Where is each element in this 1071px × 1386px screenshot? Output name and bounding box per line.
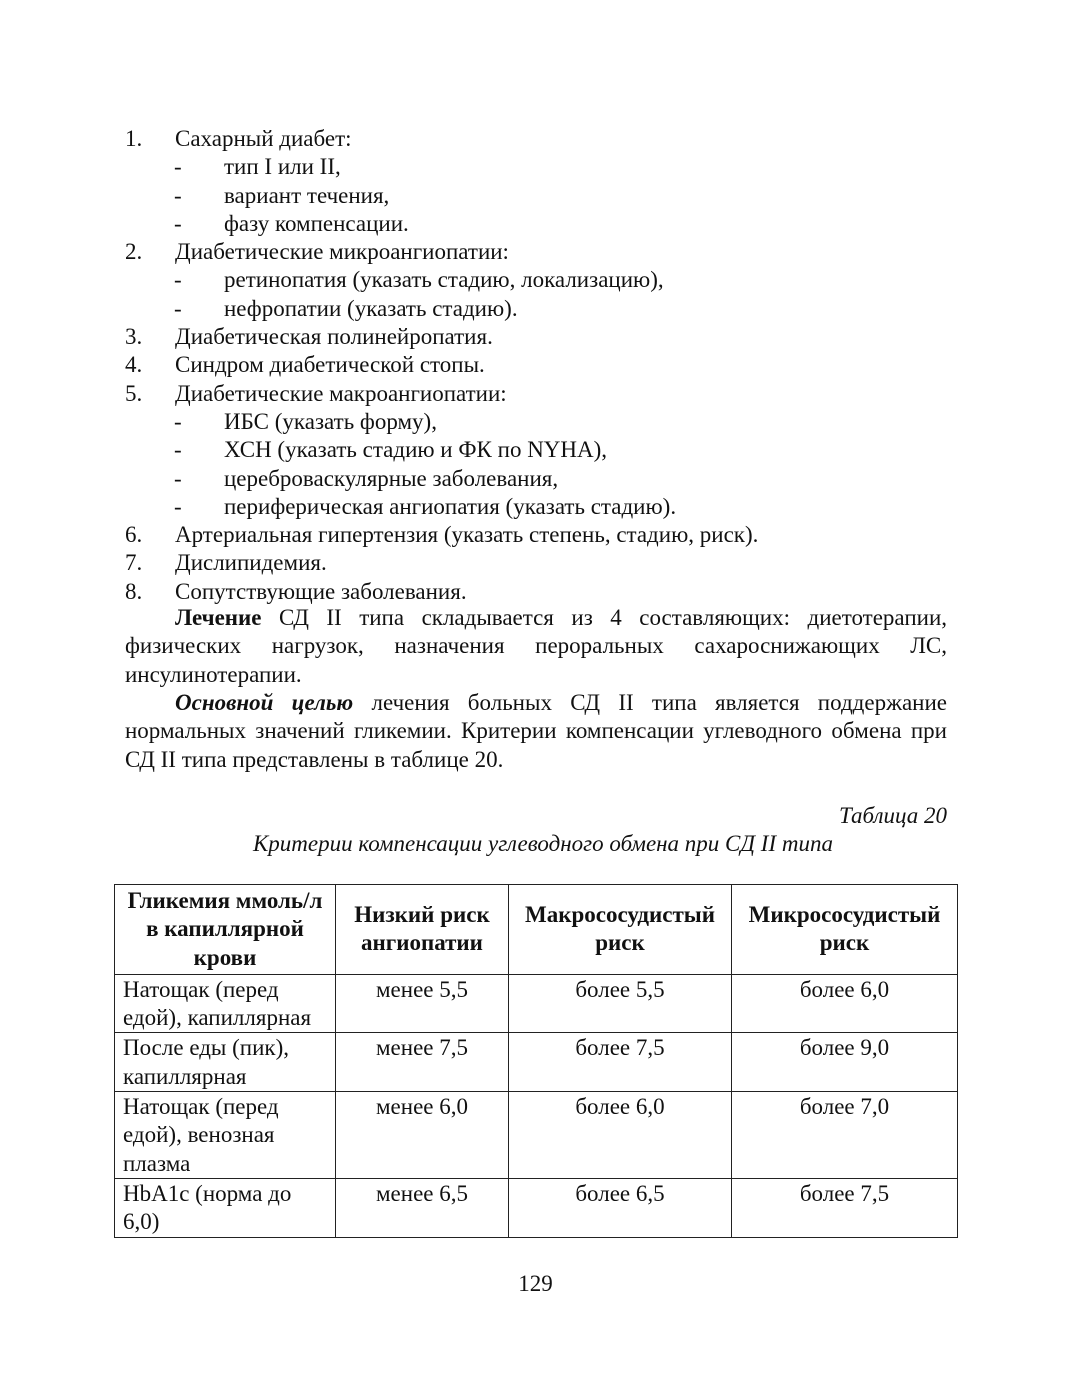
dash-marker: - (174, 154, 182, 180)
sub-item-text: цереброваскулярные заболевания, (224, 465, 559, 491)
table-cell: менее 7,5 (336, 1033, 509, 1092)
list-item-number: 6. (125, 522, 143, 548)
table-row (115, 1092, 958, 1179)
list-item-text: Диабетические макроангиопатии: (175, 380, 507, 406)
list-item-text: Сахарный диабет: (175, 126, 352, 151)
list-item (125, 238, 955, 266)
sub-item-text: вариант течения, (224, 182, 390, 208)
table-cell: менее 6,0 (336, 1092, 509, 1179)
table-cell: HbA1c (норма до 6,0) (115, 1178, 336, 1237)
goal-text: лечения больных СД II типа является поддержание нормальных значений гликемии. Критерии компенсации углеводного обмена при СД II типа представлены в таблице 20. (125, 690, 947, 772)
list-item (125, 549, 955, 577)
sub-item-text: тип I или II, (224, 154, 341, 180)
column-header: Гликемия ммоль/л в капиллярной крови (115, 885, 336, 975)
criteria-table (114, 884, 958, 1238)
list-item-text: Артериальная гипертензия (указать степень, стадию, риск). (175, 522, 759, 548)
list-item (125, 521, 955, 549)
dash-marker: - (174, 267, 182, 293)
sub-item (125, 182, 955, 210)
goal-lead: Основной целью (175, 690, 354, 715)
sub-item-text: ретинопатия (указать стадию, локализацию), (224, 267, 664, 293)
table-cell: После еды (пик), капиллярная (115, 1033, 336, 1092)
sub-item-text: периферическая ангиопатия (указать стадию). (224, 493, 677, 519)
list-item-number: 3. (125, 324, 143, 350)
column-header: Низкий риск ангиопатии (336, 885, 509, 975)
table-row (115, 1033, 958, 1092)
list-item-number: 1. (125, 126, 143, 151)
classification-list (125, 125, 955, 606)
table-cell: более 7,5 (732, 1178, 958, 1237)
list-item-number: 8. (125, 578, 143, 604)
list-item-text: Диабетическая полинейропатия. (175, 324, 493, 350)
dash-marker: - (174, 295, 182, 321)
dash-marker: - (174, 465, 182, 491)
list-item-text: Дислипидемия. (175, 550, 327, 576)
sub-item (125, 493, 955, 521)
treatment-paragraph (125, 604, 947, 689)
table-cell: Натощак (перед едой), капиллярная (115, 974, 336, 1033)
treatment-text: СД II типа складывается из 4 составляющих: диетотерапии, физических нагрузок, назначения пероральных сахароснижающих ЛС, инсулинотерапии. (125, 605, 947, 687)
list-item (125, 125, 955, 153)
sub-item (125, 266, 955, 294)
sub-item (125, 436, 955, 464)
table-cell: Натощак (перед едой), венозная плазма (115, 1092, 336, 1179)
list-item-number: 7. (125, 550, 143, 576)
table-cell: более 9,0 (732, 1033, 958, 1092)
table-cell: менее 6,5 (336, 1178, 509, 1237)
treatment-lead: Лечение (175, 605, 262, 630)
goal-paragraph (125, 689, 947, 774)
table-cell: более 7,0 (732, 1092, 958, 1179)
list-item-text: Диабетические микроангиопатии: (175, 239, 509, 265)
page-number: 129 (518, 1271, 553, 1296)
list-item (125, 351, 955, 379)
dash-marker: - (174, 182, 182, 208)
list-item-number: 4. (125, 352, 143, 378)
table-row (115, 1178, 958, 1237)
sub-item-text: ХСН (указать стадию и ФК по NYHA), (224, 437, 608, 463)
list-item (125, 323, 955, 351)
dash-marker: - (174, 210, 182, 236)
list-item (125, 380, 955, 408)
dash-marker: - (174, 493, 182, 519)
column-header: Микрососудистый риск (732, 885, 958, 975)
table-cell: более 6,0 (509, 1092, 732, 1179)
column-header: Макрососудистый риск (509, 885, 732, 975)
list-item-number: 2. (125, 239, 143, 265)
table-header-row (115, 885, 958, 975)
dash-marker: - (174, 437, 182, 463)
sub-item (125, 210, 955, 238)
table-cell: более 6,0 (732, 974, 958, 1033)
sub-item (125, 408, 955, 436)
list-item (125, 578, 955, 606)
table-cell: более 7,5 (509, 1033, 732, 1092)
table-row (115, 974, 958, 1033)
sub-item (125, 465, 955, 493)
table-number: Таблица 20 (838, 803, 947, 828)
table-cell: более 6,5 (509, 1178, 732, 1237)
table-cell: более 5,5 (509, 974, 732, 1033)
table-cell: менее 5,5 (336, 974, 509, 1033)
sub-item-text: нефропатии (указать стадию). (224, 295, 518, 321)
sub-item (125, 153, 955, 181)
sub-item-text: ИБС (указать форму), (224, 408, 437, 434)
list-item-number: 5. (125, 380, 143, 406)
sub-item-text: фазу компенсации. (224, 210, 409, 236)
table-title: Критерии компенсации углеводного обмена при СД II типа (253, 831, 833, 856)
dash-marker: - (174, 408, 182, 434)
list-item-text: Синдром диабетической стопы. (175, 352, 485, 378)
list-item-text: Сопутствующие заболевания. (175, 578, 467, 604)
sub-item (125, 295, 955, 323)
